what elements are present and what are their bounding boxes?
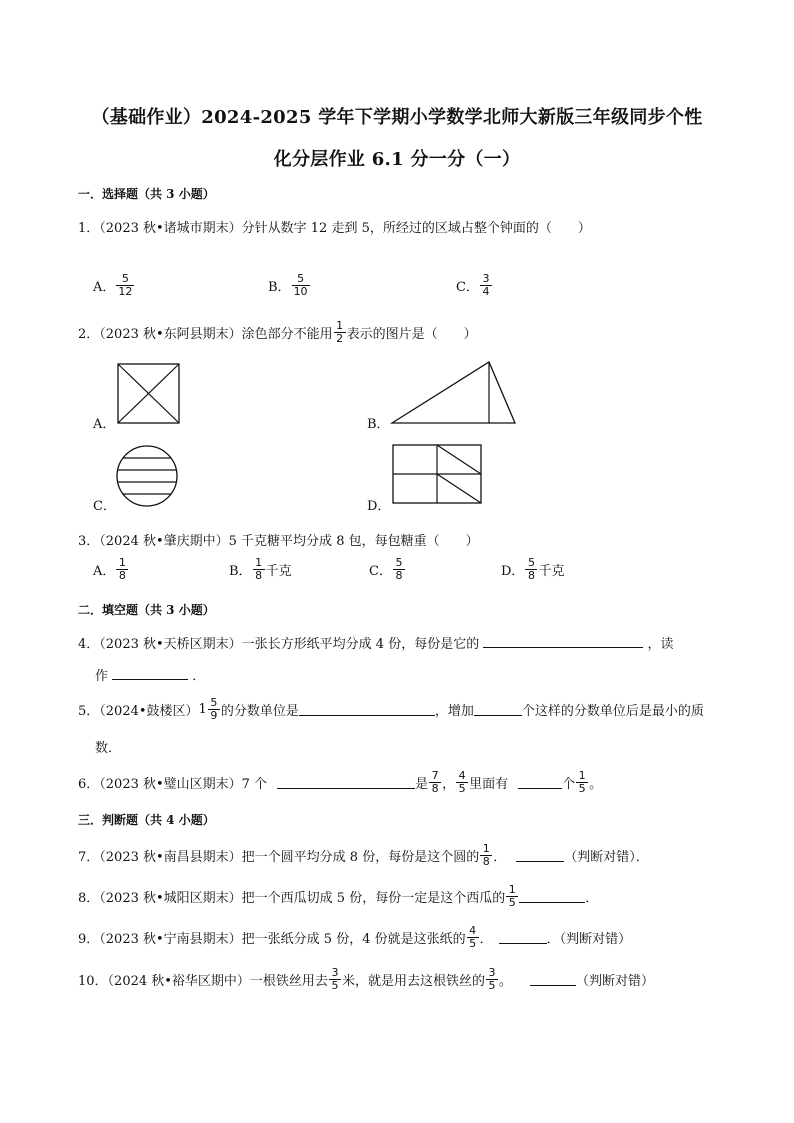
- q5-numerator: 5: [210, 696, 218, 709]
- q2-figure-b-triangle: [390, 360, 518, 426]
- q3-option-a[interactable]: [93, 557, 129, 581]
- q10-fraction-2: [487, 967, 497, 991]
- question-7-end: （判断对错）．: [564, 849, 649, 865]
- question-5-line2: 数．: [95, 741, 122, 756]
- q10-numerator-2: 3: [488, 966, 496, 979]
- q2-numerator: 1: [336, 319, 344, 332]
- q6-numerator-2: 4: [458, 769, 466, 782]
- q6-denominator-2: 5: [458, 781, 466, 795]
- q3-b-denominator: 8: [255, 568, 263, 582]
- q7-numerator: 1: [482, 842, 490, 855]
- q5-whole: 1: [198, 701, 207, 717]
- q2-option-b-label[interactable]: B．: [367, 417, 390, 432]
- q6-fraction-2: [457, 770, 467, 794]
- q6-first-blank[interactable]: [277, 776, 415, 789]
- q6-denominator-1: 8: [431, 781, 439, 795]
- question-5-pre: 5．（2024•鼓楼区）: [78, 703, 199, 719]
- q9-numerator: 4: [469, 924, 477, 937]
- question-9: [78, 925, 631, 949]
- q3-option-d[interactable]: [501, 557, 564, 581]
- q3-option-b-label: B．: [229, 563, 252, 579]
- question-10-mid: 米，就是用去这根铁丝的: [341, 973, 485, 989]
- question-10-post: 。: [498, 973, 512, 989]
- question-10-pre: 10．（2024 秋•裕华区期中）一根铁丝用去: [78, 973, 328, 989]
- q3-option-b[interactable]: [229, 557, 292, 581]
- question-9-pre: 9．（2023 秋•宁南县期末）把一张纸分成 5 份，4 份就是这张纸的: [78, 931, 466, 947]
- q3-c-denominator: 8: [395, 568, 403, 582]
- question-6-sep: ，: [442, 776, 456, 792]
- q5-count-blank[interactable]: [474, 703, 522, 716]
- q1-b-denominator: 10: [293, 284, 308, 298]
- q6-fraction-1: [430, 770, 440, 794]
- q5-unit-blank[interactable]: [299, 703, 435, 716]
- q2-option-d-label[interactable]: D．: [367, 499, 391, 514]
- q1-option-a-label: A．: [93, 279, 116, 295]
- q7-fraction: [481, 843, 491, 867]
- section-choice-heading: 一．选择题（共 3 小题）: [78, 187, 215, 201]
- question-7: [78, 843, 649, 867]
- question-2-post: 表示的图片是（ ）: [346, 326, 477, 342]
- q2-figure-c-circle-stripes: [115, 444, 179, 508]
- question-8: [78, 884, 598, 908]
- q1-option-b-label: B．: [268, 279, 291, 295]
- q7-denominator: 8: [482, 854, 490, 868]
- q2-figure-d-grid: [392, 444, 484, 506]
- q1-option-c-label: C．: [456, 279, 479, 295]
- question-7-post: ．: [493, 849, 507, 865]
- q5-mixed-number: [199, 697, 221, 721]
- q9-denominator: 5: [469, 936, 477, 950]
- q1-c-denominator: 4: [482, 284, 490, 298]
- question-5-mid2: ，增加: [434, 703, 474, 719]
- q3-option-c[interactable]: [369, 557, 406, 581]
- q2-denominator: 2: [336, 331, 344, 345]
- q3-d-denominator: 8: [527, 568, 535, 582]
- question-4-after: ，读: [647, 637, 674, 652]
- q3-c-numerator: 5: [395, 556, 403, 569]
- section-fill-heading: 二．填空题（共 3 小题）: [78, 603, 215, 617]
- q2-figure-a-square-diagonals: [117, 363, 181, 425]
- question-9-end: ．（判断对错）: [546, 931, 632, 947]
- q3-option-b-unit: 千克: [265, 563, 292, 579]
- question-5-post: 个这样的分数单位后是最小的质: [521, 703, 704, 719]
- question-6-is: 是: [415, 776, 429, 792]
- question-2-fraction: [335, 320, 345, 344]
- question-5: [78, 697, 704, 721]
- q1-b-numerator: 5: [297, 272, 305, 285]
- q3-option-c-label: C．: [369, 563, 392, 579]
- q1-option-a-fraction: [117, 273, 133, 297]
- q6-numerator-3: 1: [578, 769, 586, 782]
- question-2-pre: 2．（2023 秋•东阿县期末）涂色部分不能用: [78, 326, 333, 342]
- question-4-text: 4．（2023 秋•天桥区期末）一张长方形纸平均分成 4 份，每份是它的: [78, 637, 480, 652]
- question-4: [78, 633, 674, 652]
- q5-denominator: 9: [210, 708, 218, 722]
- q10-judge-blank[interactable]: [530, 973, 576, 986]
- question-8-pre: 8．（2023 秋•城阳区期末）把一个西瓜切成 5 份，每份一定是这个西瓜的: [78, 890, 506, 906]
- q6-fraction-3: [577, 770, 587, 794]
- q4-reading-blank[interactable]: [112, 667, 188, 680]
- q8-fraction: [507, 884, 517, 908]
- question-7-pre: 7．（2023 秋•南昌县期末）把一个圆平均分成 8 份，每份是这个圆的: [78, 849, 480, 865]
- question-8-end: ．: [585, 890, 599, 906]
- question-4-line2: [95, 665, 205, 684]
- q10-fraction-1: [330, 967, 340, 991]
- question-6-pre: 6．（2023 秋•璧山区期末）7 个: [78, 776, 268, 792]
- q1-option-b[interactable]: [268, 273, 311, 297]
- question-4-end: ．: [192, 669, 206, 684]
- q2-option-c-label[interactable]: C．: [93, 499, 116, 514]
- q3-a-numerator: 1: [118, 556, 126, 569]
- question-2: [78, 320, 477, 344]
- q3-b-numerator: 1: [255, 556, 263, 569]
- q7-judge-blank[interactable]: [516, 849, 564, 862]
- q3-option-a-label: A．: [93, 563, 116, 579]
- q9-fraction: [468, 925, 478, 949]
- question-6-mid: 里面有: [469, 776, 509, 792]
- q10-numerator-1: 3: [331, 966, 339, 979]
- question-10: [78, 967, 654, 991]
- q1-option-b-fraction: [293, 273, 309, 297]
- q4-answer-blank[interactable]: [483, 635, 643, 648]
- q8-denominator: 5: [508, 895, 516, 909]
- q3-option-a-fraction: [117, 557, 127, 581]
- q8-numerator: 1: [508, 883, 516, 896]
- page-title-line1: （基础作业）2024-2025 学年下学期小学数学北师大新版三年级同步个性: [91, 107, 703, 128]
- question-6-end: 。: [589, 776, 603, 792]
- q1-option-c-fraction: [481, 273, 491, 297]
- question-3-text: 3．（2024 秋•肇庆期中）5 千克糖平均分成 8 包，每包糖重（ ）: [78, 534, 479, 549]
- q3-option-d-fraction: [526, 557, 536, 581]
- q2-option-a-label[interactable]: A．: [93, 417, 116, 432]
- question-6-ge: 个: [562, 776, 576, 792]
- q3-option-d-label: D．: [501, 563, 525, 579]
- section-judge-heading: 三．判断题（共 4 小题）: [78, 813, 215, 827]
- q3-a-denominator: 8: [118, 568, 126, 582]
- q10-denominator-2: 5: [488, 978, 496, 992]
- q9-judge-blank[interactable]: [499, 931, 547, 944]
- question-1-text: 1．（2023 秋•诸城市期末）分针从数字 12 走到 5，所经过的区域占整个钟面的（ ）: [78, 221, 591, 236]
- q3-d-numerator: 5: [527, 556, 535, 569]
- question-4-read: 作: [95, 669, 109, 684]
- q10-denominator-1: 5: [331, 978, 339, 992]
- q6-numerator-1: 7: [431, 769, 439, 782]
- page-title-line2: 化分层作业 6.1 分一分（一）: [273, 149, 521, 170]
- q6-denominator-3: 5: [578, 781, 586, 795]
- question-5-mid: 的分数单位是: [220, 703, 299, 719]
- q8-judge-blank[interactable]: [519, 890, 585, 903]
- q1-a-numerator: 5: [121, 272, 129, 285]
- q3-option-b-fraction: [254, 557, 264, 581]
- q1-a-denominator: 12: [118, 284, 133, 298]
- q6-second-blank[interactable]: [518, 776, 562, 789]
- question-9-post: ．: [479, 931, 493, 947]
- q1-option-a[interactable]: [93, 273, 135, 297]
- question-6: [78, 770, 602, 794]
- q1-option-c[interactable]: [456, 273, 493, 297]
- q1-c-numerator: 3: [482, 272, 490, 285]
- q3-option-c-fraction: [394, 557, 404, 581]
- q3-option-d-unit: 千克: [538, 563, 565, 579]
- question-10-end: （判断对错）: [575, 973, 654, 989]
